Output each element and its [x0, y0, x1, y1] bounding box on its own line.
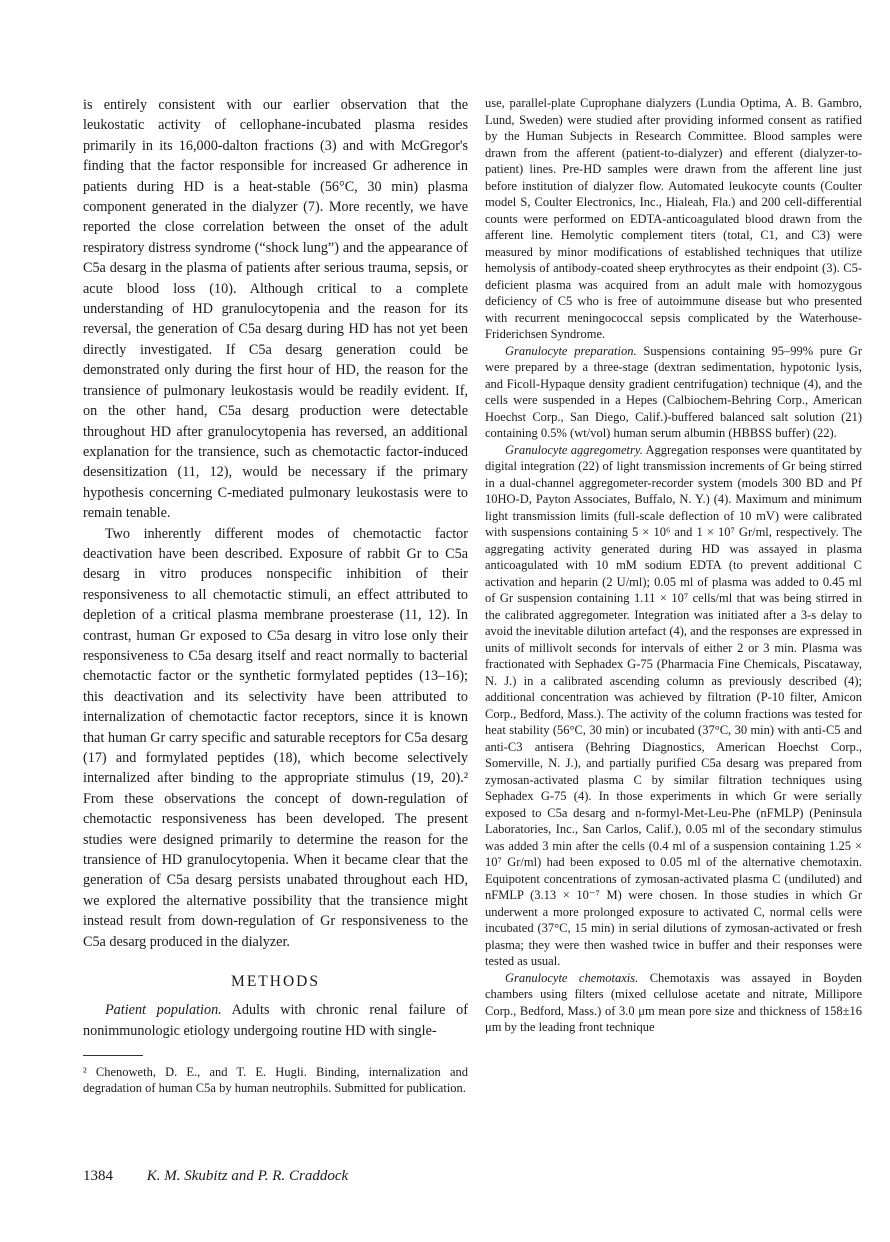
right-column	[485, 95, 862, 1036]
paragraph-text: Aggregation responses were quantitated by digital integration (22) of light transmission increments of Gr being stirred in a dual-channel aggregometer-recorder system (models 300 BD and Pf 10HO-D, Payton Associates, Buffalo, N. Y.) (4). Maximum and minimum light transmission limits (full-scale deflection of 10 mV) were calibrated with suspensions containing 5 × 10⁶ and 1 × 10⁷ Gr/ml, respectively. The aggregating activity generated during HD was assayed in plasma anticoagulated with 10 mM sodium EDTA (to prevent additional C activation and heparin (2 U/ml); 0.05 ml of plasma was added to 0.45 ml of Gr suspension containing 1.11 × 10⁷ cells/ml that was being stirred in the calibrated aggregometer. Integration was initiated after a 3-s delay to avoid the inevitable dilution artefact (4), and the responses are expressed in units of millivolt seconds for intervals of either 2 or 3 min. Plasma was fractionated with Sephadex G-75 (Pharmacia Fine Chemicals, Piscataway, N. J.) in a calibrated ascending column as previously described (4); additional concentration was achieved by filtration (P-10 filter, Amicon Corp., Bedford, Mass.). The activity of the column fractions was tested for heat stability (56°C, 30 min) or incubated (37°C, 30 min) with anti-C5 and anti-C3 antisera (Behring Diagnostics, American Hoechst Corp., Somerville, N. J.), and partially purified C5a desarg was prepared from zymosan-activated plasma C by similar filtration techniques using Sephadex G-75 (4). In those experiments in which Gr were serially exposed to C5a desarg and n-formyl-Met-Leu-Phe (nFMLP) (Peninsula Laboratories, Inc., San Carlos, Calif.), 0.05 ml of the secondary stimulus was added 3 min after the cells (0.4 ml of a suspension containing 1.25 × 10⁷ Gr/ml) had been exposed to 0.05 ml of the alternative chemotaxin. Equipotent concentrations of zymosan-activated plasma C (undiluted) and nFMLP (3.13 × 10⁻⁷ M) were chosen. In those studies in which Gr underwent a more prolonged exposure to activated C, normal cells were incubated (37°C, 15 min) in serial dilutions of zymosan-activated or fresh plasma; they were then washed twice in buffer and their responses were tested as usual.	[485, 442, 863, 968]
left-column	[83, 95, 468, 1096]
body-paragraph	[485, 442, 862, 970]
paragraph-text: Suspensions containing 95–99% pure Gr were prepared by a three-stage (dextran sedimentation, hypotonic lysis, and Ficoll-Hypaque density gradient centrifugation) technique (4), and the cells were suspended in a Hepes (Calbiochem-Behring Corp., American Hoechst Corp., San Diego, Calif.)-buffered balanced salt solution (21) containing 0.5% (wt/vol) human serum albumin (HBBSS buffer) (22).	[485, 343, 862, 440]
body-paragraph	[485, 970, 862, 1036]
footnote: ² Chenoweth, D. E., and T. E. Hugli. Binding, internalization and degradation of human C5a by human neutrophils. Submitted for publication.	[83, 1065, 468, 1096]
run-in-heading: Patient population.	[105, 1002, 222, 1019]
page-footer	[83, 1168, 348, 1185]
paragraph-text: Adults with chronic renal failure of nonimmunologic etiology undergoing routine HD with single-	[83, 1002, 469, 1039]
section-heading: METHODS	[231, 973, 320, 991]
body-paragraph: is entirely consistent with our earlier observation that the leukostatic activity of cellophane-incubated plasma resides primarily in its 16,000-dalton fractions (3) and with McGregor's finding that the factor responsible for increased Gr adherence in patients during HD is a heat-stable (56°C, 30 min) plasma component generated in the dialyzer (7). More recently, we have reported the close correlation between the onset of the adult respiratory distress syndrome (“shock lung”) and the appearance of C5a desarg in the plasma of patients after serious trauma, sepsis, or acute blood loss (10). Although critical to a complete understanding of HD granulocytopenia and the reason for its reversal, the generation of C5a desarg during HD has not yet been directly investigated. If C5a desarg generation could be demonstrated only during the first hour of HD, the reason for the transience of pulmonary leukostasis would be readily evident. If, on the other hand, C5a desarg production were detectable throughout HD after granulocytopenia has reversed, an additional explanation for the transience, such as chemotactic factor-induced desensitization (11, 12), would be necessary if the primary hypothesis concerning C-mediated pulmonary leukostasis were to remain tenable.	[83, 97, 468, 522]
body-paragraph: use, parallel-plate Cuprophane dialyzers (Lundia Optima, A. B. Gambro, Lund, Sweden) were studied after providing informed consent as ratified by the Human Subjects in Research Committee. Blood samples were drawn from the afferent (patient-to-dialyzer) and efferent (dialyzer-to-patient) lines. Pre-HD samples were drawn from the afferent line just before institution of dialyzer flow. Automated leukocyte counts (Coulter model S, Coulter Electronics, Inc., Hialeah, Fla.) and 200 cell-differential counts were performed on EDTA-anticoagulated blood drawn from the afferent line. Hemolytic complement titers (total, C1, and C3) were measured by minor modifications of established techniques that utilize hemolysis of antibody-coated sheep erythrocytes as their endpoint (3). C5-deficient plasma was acquired from an adult male with homozygous deficiency of C5 who is free of autoimmune disease but who presented with recurrent meningococcal sepsis complicated by the Waterhouse-Friderichsen Syndrome.	[485, 96, 862, 341]
paragraph-text: Chemotaxis was assayed in Boyden chambers using filters (mixed cellulose acetate and nitrate, Millipore Corp., Bedford, Mass.) of 3.0 μm mean pore size and thickness of 158±16 μm by the leading front technique	[485, 970, 863, 1034]
run-in-heading: Granulocyte aggregometry.	[505, 442, 643, 457]
run-in-heading: Granulocyte chemotaxis.	[505, 970, 639, 985]
body-paragraph	[485, 343, 862, 442]
body-paragraph	[83, 1000, 468, 1041]
page-number: 1384	[83, 1168, 113, 1184]
running-authors: K. M. Skubitz and P. R. Craddock	[146, 1168, 349, 1184]
run-in-heading: Granulocyte preparation.	[505, 343, 637, 358]
footnote-divider	[83, 1055, 143, 1056]
body-paragraph: Two inherently different modes of chemotactic factor deactivation have been described. Exposure of rabbit Gr to C5a desarg in vitro produces nonspecific inhibition of their responsiveness to all chemotactic stimuli, an effect attributed to depletion of a critical plasma membrane proesterase (11, 12). In contrast, human Gr exposed to C5a desarg in vitro lose only their responsiveness to C5a desarg itself and react normally to bacterial chemotactic factor or the synthetic formylated peptides (13–16); this deactivation and its selectivity have been attributed to internalization of chemotactic factor receptors, since it is known that human Gr carry specific and saturable receptors for C5a desarg (17) and formylated peptides (18), which become selectively internalized after binding to the appropriate stimulus (19, 20).² From these observations the concept of down-regulation of chemotactic responsiveness has been developed. The present studies were designed primarily to determine the reason for the transience of HD granulocytopenia. When it became clear that the generation of C5a desarg persists unabated throughout each HD, we explored the alternative possibility that the transience might instead result from down-regulation of Gr responsiveness to the C5a desarg produced in the dialyzer.	[83, 525, 468, 950]
